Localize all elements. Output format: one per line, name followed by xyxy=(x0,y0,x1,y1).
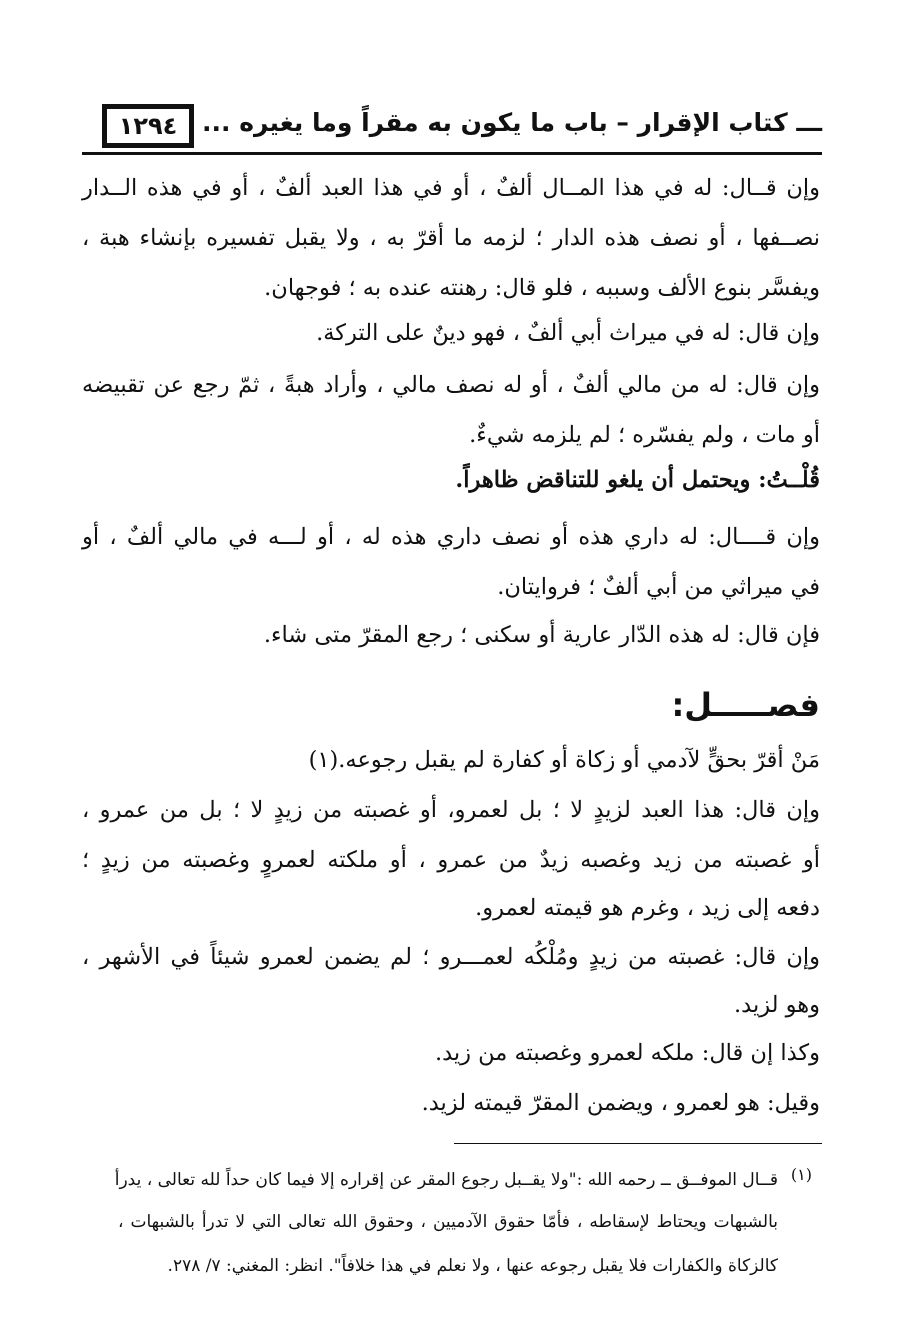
body-line: وإن قال: له في ميراث أبي ألفٌ ، فهو دينٌ على التركة. xyxy=(316,320,820,346)
footnote-rule xyxy=(454,1143,822,1144)
body-line: نصــفها ، أو نصف هذه الدار ؛ لزمه ما أقرّ به ، ولا يقبل تفسيره بإنشاء هبة ، xyxy=(82,225,820,251)
section-line: مَنْ أقرّ بحقٍّ لآدمي أو زكاة أو كفارة لم يقبل رجوعه.(١) xyxy=(308,747,820,773)
body-line: وإن قــال: له في هذا المــال ألفٌ ، أو في هذا العبد ألفٌ ، أو في هذه الــدار xyxy=(82,175,820,201)
section-line: وقيل: هو لعمرو ، ويضمن المقرّ قيمته لزيد. xyxy=(421,1090,820,1116)
section-line: دفعه إلى زيد ، وغرم هو قيمته لعمرو. xyxy=(475,895,820,921)
body-line: وإن قال: له من مالي ألفٌ ، أو له نصف مالي ، وأراد هبةً ، ثمّ رجع عن تقبيضه xyxy=(82,372,820,398)
section-heading: فصـــــل: xyxy=(671,686,820,724)
section-line: وإن قال: غصبته من زيدٍ ومُلْكُه لعمـــرو ؛ لم يضمن لعمرو شيئاً في الأشهر ، xyxy=(82,944,820,970)
section-line: وهو لزيد. xyxy=(733,992,820,1018)
footnote-line: كالزكاة والكفارات فلا يقبل رجوعه عنها ، ولا نعلم في هذا خلافاً". انظر: المغني: ٧/ ٢٧٨. xyxy=(167,1256,778,1276)
body-line: في ميراثي من أبي ألفٌ ؛ فروايتان. xyxy=(497,574,820,600)
body-line: وإن قــــال: له داري هذه أو نصف داري هذه له ، أو لـــه في مالي ألفٌ ، أو xyxy=(82,524,820,550)
body-line: أو مات ، ولم يفسّره ؛ لم يلزمه شيءٌ. xyxy=(469,422,820,448)
footnote-marker: (١) xyxy=(790,1165,812,1184)
body-line: فإن قال: له هذه الدّار عارية أو سكنى ؛ رجع المقرّ متى شاء. xyxy=(263,622,820,648)
page-number: ١٢٩٤ xyxy=(102,104,194,148)
section-line: أو غصبته من زيد وغصبه زيدٌ من عمرو ، أو ملكته لعمروٍ وغصبته من زيدٍ ؛ xyxy=(82,847,820,873)
body-line: قُلْــتُ: ويحتمل أن يلغو للتناقض ظاهراً. xyxy=(455,467,820,493)
running-title: ـــ كتاب الإقرار – باب ما يكون به مقراً وما يغيره ... xyxy=(202,108,822,137)
body-line: ويفسَّر بنوع الألف وسببه ، فلو قال: رهنته عنده به ؛ فوجهان. xyxy=(264,275,820,301)
header-rule xyxy=(82,152,822,155)
section-line: وإن قال: هذا العبد لزيدٍ لا ؛ بل لعمرو، أو غصبته من زيدٍ لا ؛ بل من عمرو ، xyxy=(82,797,820,823)
page-header xyxy=(82,100,822,156)
footnote-line: بالشبهات ويحتاط لإسقاطه ، فأمّا حقوق الآدميين ، وحقوق الله تعالى التي لا تدرأ بالشبهات ، xyxy=(118,1212,778,1232)
section-line: وكذا إن قال: ملكه لعمرو وغصبته من زيد. xyxy=(434,1040,820,1066)
footnote-line: قــال الموفــق ــ رحمه الله :"ولا يقــبل رجوع المقر عن إقراره إلا فيما كان حداً لله تعالى ، يدرأ xyxy=(114,1170,778,1190)
